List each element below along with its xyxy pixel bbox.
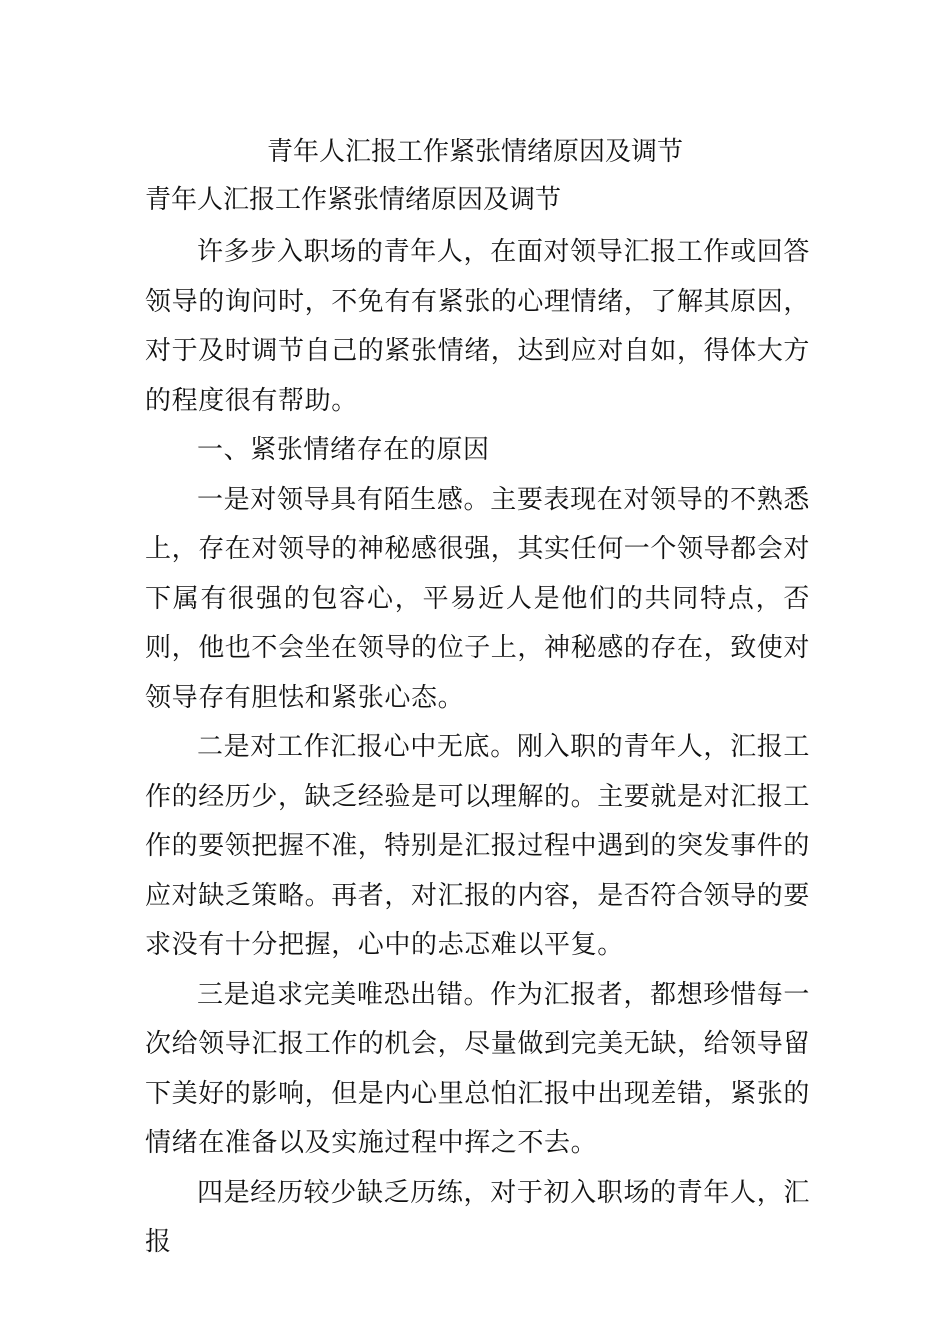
paragraph-4: 四是经历较少缺乏历练，对于初入职场的青年人，汇报	[145, 1177, 810, 1257]
paragraph-3: 三是追求完美唯恐出错。作为汇报者，都想珍惜每一次给领导汇报工作的机会，尽量做到完美无缺，给领导留下美好的影响，但是内心里总怕汇报中出现差错，紧张的情绪在准备以及实施过程中挥之不去。	[145, 979, 811, 1158]
document-body	[145, 228, 810, 1268]
document-subtitle: 青年人汇报工作紧张情绪原因及调节	[145, 185, 562, 215]
paragraph-1: 一是对领导具有陌生感。主要表现在对领导的不熟悉上，存在对领导的神秘感很强，其实任何一个领导都会对下属有很强的包容心，平易近人是他们的共同特点，否则，他也不会坐在领导的位子上，神秘感的存在，致使对领导存有胆怯和紧张心态。	[145, 484, 811, 713]
section-heading: 一、紧张情绪存在的原因	[197, 435, 490, 465]
intro-paragraph: 许多步入职场的青年人，在面对领导汇报工作或回答领导的询问时，不免有有紧张的心理情绪，了解其原因，对于及时调节自己的紧张情绪，达到应对自如，得体大方的程度很有帮助。	[145, 237, 811, 416]
paragraph-2: 二是对工作汇报心中无底。刚入职的青年人，汇报工作的经历少，缺乏经验是可以理解的。主要就是对汇报工作的要领把握不准，特别是汇报过程中遇到的突发事件的应对缺乏策略。再者，对汇报的内容，是否符合领导的要求没有十分把握，心中的忐忑难以平复。	[145, 732, 811, 960]
document-title: 青年人汇报工作紧张情绪原因及调节	[266, 137, 683, 167]
